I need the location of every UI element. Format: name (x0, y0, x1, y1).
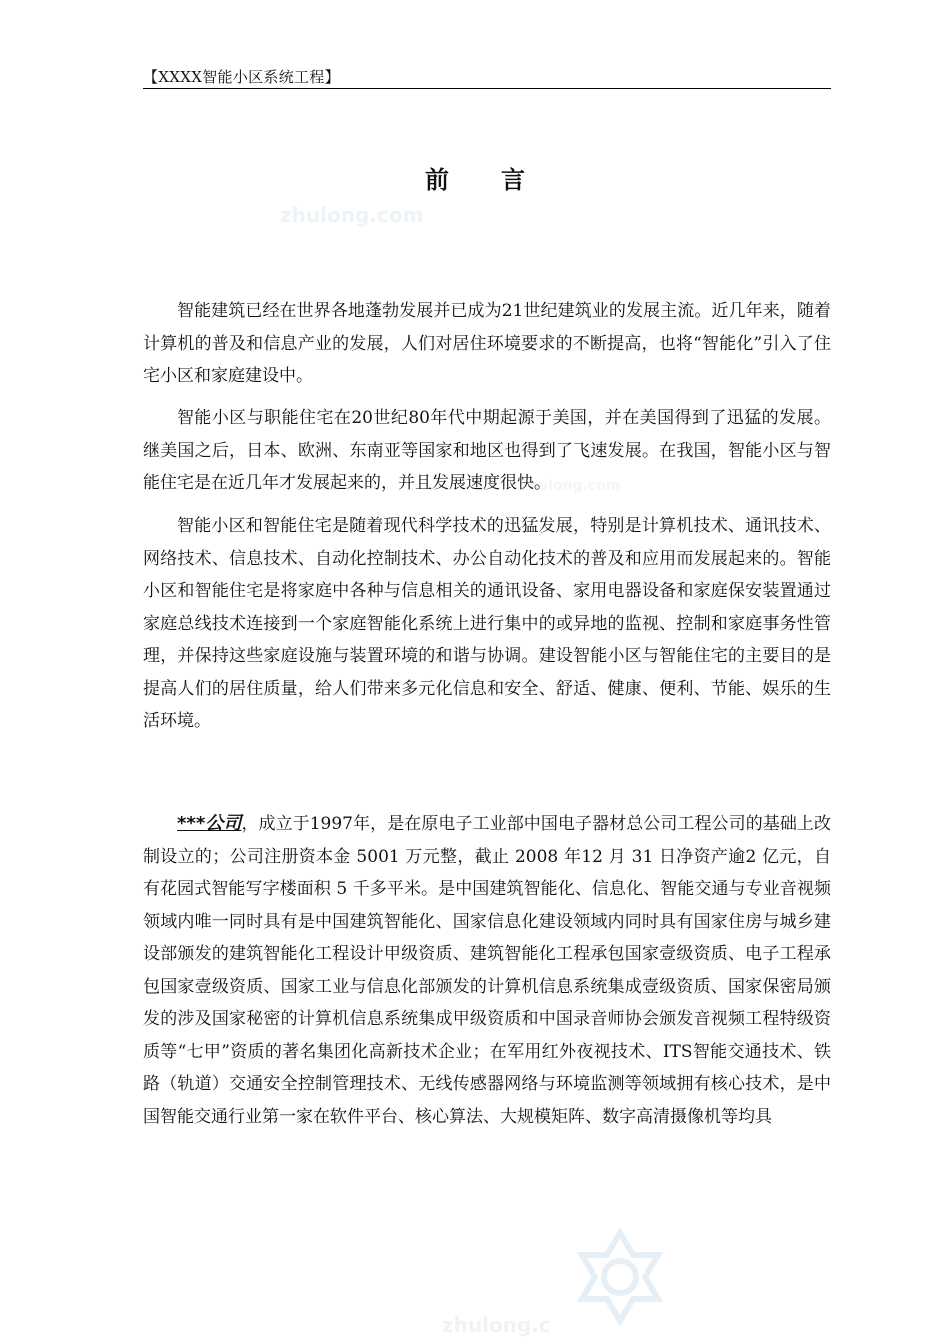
paragraph-1 (143, 295, 831, 393)
page-title: 前言 (425, 166, 577, 194)
paragraph-2 (143, 402, 831, 500)
paragraph-3 (143, 510, 831, 738)
company-paragraph (143, 808, 831, 1133)
company-paragraph-text (143, 808, 831, 1133)
watermark-text: zhulong.com (280, 203, 424, 227)
watermark-text-faint: zhulong.com (520, 478, 621, 494)
paragraph-3-text: 智能小区和智能住宅是随着现代科学技术的迅猛发展，特别是计算机技术、通讯技术、网络技术、信息技术、自动化控制技术、办公自动化技术的普及和应用而发展起来的。智能小区和智能住宅是将家庭中各种与信息相关的通讯设备、家用电器设备和家庭保安装置通过家庭总线技术连接到一个家庭智能化系统上进行集中的或异地的监视、控制和家庭事务性管理，并保持这些家庭设施与装置环境的和谐与协调。建设智能小区与智能住宅的主要目的是提高人们的居住质量，给人们带来多元化信息和安全、舒适、健康、便利、节能、娱乐的生活环境。 (143, 516, 831, 731)
paragraph-2-text: 智能小区与职能住宅在20世纪80年代中期起源于美国，并在美国得到了迅猛的发展。继美国之后，日本、欧洲、东南亚等国家和地区也得到了飞速发展。在我国，智能小区与智能住宅是在近几年才发展起来的，并且发展速度很快。 (143, 408, 831, 493)
header-text: 【XXXX智能小区系统工程】 (143, 68, 340, 86)
paragraph-1-text: 智能建筑已经在世界各地蓬勃发展并已成为21世纪建筑业的发展主流。近几年来，随着计算机的普及和信息产业的发展，人们对居住环境要求的不断提高，也将“智能化”引入了住宅小区和家庭建设中。 (143, 301, 831, 386)
company-name: ***公司 (177, 813, 242, 834)
company-description: ，成立于1997年，是在原电子工业部中国电子器材总公司工程公司的基础上改制设立的；公司注册资本金 5001 万元整，截止 2008 年12 月 31 日净资产逾2 亿元，自有花园式智能写字楼面积 5 千多平米。是中国建筑智能化、信息化、智能交通与专业音视频领域内唯一同时具有是中国建筑智能化、国家信息化建设领域内同时具有国家住房与城乡建设部颁发的建筑智能化工程设计甲级资质、建筑智能化工程承包国家壹级资质、电子工程承包国家壹级资质、国家工业与信息化部颁发的计算机信息系统集成壹级资质、国家保密局颁发的涉及国家秘密的计算机信息系统集成甲级资质和中国录音师协会颁发音视频工程特级资质等“七甲”资质的著名集团化高新技术企业；在军用红外夜视技术、ITS智能交通技术、铁路（轨道）交通安全控制管理技术、无线传感器网络与环境监测等领域拥有核心技术，是中国智能交通行业第一家在软件平台、核心算法、大规模矩阵、数字高清摄像机等均具 (143, 814, 831, 1127)
page-header (143, 64, 831, 89)
watermark-logo-icon (565, 1225, 675, 1335)
watermark-text-bottom: zhulong.c (442, 1313, 551, 1337)
